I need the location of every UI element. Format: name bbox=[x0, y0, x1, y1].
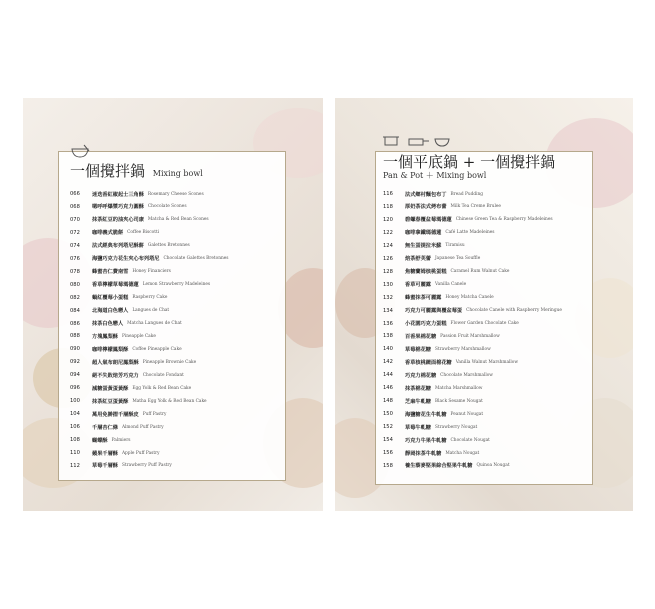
recipe-name-zh: 迷迭香紅椒起士三角酥 bbox=[92, 191, 144, 198]
contents-row bbox=[70, 343, 182, 355]
page-number: 148 bbox=[383, 398, 393, 405]
recipe-name-zh: 蜂蜜杏仁費南雪 bbox=[92, 269, 129, 276]
contents-row bbox=[70, 201, 187, 213]
contents-row bbox=[383, 305, 562, 317]
page-number: 142 bbox=[383, 359, 393, 366]
recipe-name-zh: 巧克力可麗露與覆盆莓蛋 bbox=[405, 308, 463, 315]
recipe-name-zh: 海鹽巧克力花生夾心布列塔尼 bbox=[92, 256, 160, 263]
page-number: 066 bbox=[70, 191, 80, 197]
page-number: 122 bbox=[383, 229, 393, 236]
page-number: 154 bbox=[383, 437, 393, 444]
recipe-name-zh: 蜂蜜抹茶可麗露 bbox=[405, 295, 442, 302]
recipe-name-zh: 巧克力牛果牛軋糖 bbox=[405, 437, 447, 444]
recipe-name-zh: 草莓牛軋糖 bbox=[405, 424, 431, 431]
recipe-name-zh: 萬用免擀摺千層酥皮 bbox=[92, 411, 139, 418]
section-title-zh: 一個平底鍋 + 一個攪拌鍋 bbox=[383, 153, 556, 171]
recipe-name-zh: 焙茶舒芙蕾 bbox=[405, 256, 431, 263]
page-number: 100 bbox=[70, 398, 80, 405]
contents-row bbox=[70, 408, 166, 420]
contents-row bbox=[383, 369, 493, 381]
contents-row bbox=[70, 253, 229, 265]
page-number: 112 bbox=[70, 462, 80, 469]
recipe-name-en: Pineapple Cake bbox=[121, 333, 156, 339]
recipe-name-zh: 法式鄉村麵包布丁 bbox=[405, 191, 447, 198]
recipe-name-en: Bread Pudding bbox=[450, 191, 484, 197]
page-number: 082 bbox=[70, 294, 80, 301]
recipe-name-en: Chocolate Nougat bbox=[450, 437, 490, 443]
recipe-name-zh: 巧克力棉花糖 bbox=[405, 372, 437, 379]
page-number: 090 bbox=[70, 346, 80, 353]
recipe-name-zh: 草莓千層酥 bbox=[92, 463, 118, 470]
page-number: 140 bbox=[383, 346, 393, 353]
recipe-name-en: Strawberry Puff Pastry bbox=[121, 463, 172, 469]
recipe-name-en: Puff Pastry bbox=[142, 411, 167, 417]
recipe-name-en: Coffee Pineapple Cake bbox=[132, 346, 182, 352]
page-number: 156 bbox=[383, 450, 393, 456]
contents-row bbox=[70, 188, 204, 200]
recipe-name-zh: 咖啡義式脆餅 bbox=[92, 230, 124, 237]
recipe-name-en: Lemon Strawberry Madeleines bbox=[142, 282, 211, 288]
contents-row bbox=[383, 395, 483, 407]
recipe-name-zh: 百香果棉花糖 bbox=[405, 333, 437, 340]
page-number: 134 bbox=[383, 307, 393, 314]
page-number: 072 bbox=[70, 229, 80, 236]
pan-pot-bowl-icon bbox=[383, 131, 453, 149]
page-number: 088 bbox=[70, 333, 80, 340]
contents-row bbox=[383, 330, 500, 342]
recipe-name-zh: 厚奶茶法式烤布蕾 bbox=[405, 204, 447, 211]
page-number: 106 bbox=[70, 424, 80, 431]
contents-row bbox=[70, 395, 207, 407]
recipe-name-en: Matcha Langues de Chat bbox=[127, 321, 182, 326]
page-number: 152 bbox=[383, 424, 393, 431]
contents-row bbox=[70, 382, 191, 394]
page-number: 092 bbox=[70, 359, 80, 366]
contents-row bbox=[383, 318, 519, 330]
page-number: 120 bbox=[383, 216, 393, 223]
contents-row bbox=[70, 421, 164, 433]
recipe-name-zh: 咖啡拿鐵瑪德蓮 bbox=[405, 230, 442, 237]
contents-row bbox=[70, 292, 167, 304]
recipe-name-zh: 抹茶紅豆的油夾心司康 bbox=[92, 217, 144, 224]
page-number: 078 bbox=[70, 268, 80, 275]
recipe-name-zh: 養生藜麥堅果綜合堅果牛軋糖 bbox=[405, 463, 473, 470]
recipe-name-zh: 蝸紅覆莓小蛋糕 bbox=[92, 295, 129, 302]
recipe-name-en: Pineapple Brownie Cake bbox=[142, 359, 197, 365]
recipe-name-en: Vanilla Walnut Marshmallow bbox=[455, 359, 519, 365]
recipe-name-en: Black Sesame Nougat bbox=[434, 398, 483, 404]
page-number: 126 bbox=[383, 255, 393, 262]
page-number: 146 bbox=[383, 385, 393, 392]
recipe-name-en: Japanese Tea Souffle bbox=[434, 256, 481, 262]
page-number: 094 bbox=[70, 372, 80, 379]
page-number: 132 bbox=[383, 294, 393, 301]
recipe-name-en: Matha Egg Yolk & Red Bean Cake bbox=[132, 398, 207, 404]
recipe-name-en: Quinoa Nougat bbox=[476, 463, 510, 469]
recipe-name-zh: 草莓棉花糖 bbox=[405, 346, 431, 353]
recipe-name-zh: 北海道白色戀人 bbox=[92, 308, 129, 315]
recipe-name-zh: 蝴蝶酥 bbox=[92, 437, 108, 444]
recipe-name-en: Peanut Nougat bbox=[450, 411, 484, 417]
contents-row bbox=[383, 382, 482, 394]
recipe-name-zh: 小花園巧克力蛋糕 bbox=[405, 321, 447, 327]
contents-row bbox=[383, 188, 483, 200]
recipe-name-en: Matcha Nougat bbox=[445, 450, 480, 456]
recipe-name-en: Honey Financiers bbox=[132, 269, 171, 275]
contents-row bbox=[383, 214, 553, 226]
recipe-name-zh: 方塊鳳梨酥 bbox=[92, 333, 118, 340]
page-number: 118 bbox=[383, 203, 393, 210]
contents-row bbox=[383, 434, 490, 446]
page-number: 124 bbox=[383, 242, 393, 249]
recipe-name-zh: 芝麻牛軋糖 bbox=[405, 398, 431, 405]
section-title bbox=[70, 160, 203, 181]
contents-row bbox=[383, 447, 479, 459]
contents-row bbox=[70, 356, 196, 368]
recipe-name-en: Café Latte Madeleines bbox=[445, 230, 495, 236]
recipe-name-zh: 蘋果千層酥 bbox=[92, 450, 118, 457]
recipe-name-en: Caramel Rum Walnut Cake bbox=[450, 269, 510, 275]
recipe-name-en: Raspberry Cake bbox=[132, 295, 168, 301]
section-title-zh: 一個攪拌鍋 bbox=[70, 162, 146, 180]
recipe-name-zh: 無生蛋提拉米蘇 bbox=[405, 243, 442, 250]
page-number: 096 bbox=[70, 385, 80, 392]
contents-row bbox=[383, 227, 495, 239]
contents-row bbox=[70, 266, 171, 278]
page-number: 074 bbox=[70, 242, 80, 249]
recipe-name-en: Strawberry Marshmallow bbox=[434, 346, 491, 352]
recipe-name-en: Palmiers bbox=[111, 437, 131, 443]
recipe-name-zh: 抹茶紅豆蛋黃酥 bbox=[92, 398, 129, 405]
recipe-name-en: Langues de Chat bbox=[132, 308, 170, 314]
contents-row bbox=[383, 421, 477, 433]
contents-row bbox=[383, 240, 465, 252]
page-number: 104 bbox=[70, 411, 80, 418]
recipe-name-en: Chocolate Scones bbox=[147, 204, 187, 210]
contents-row bbox=[70, 434, 130, 446]
contents-row bbox=[383, 253, 480, 265]
recipe-name-zh: 抹茶白色戀人 bbox=[92, 321, 124, 327]
page-number: 150 bbox=[383, 411, 393, 418]
contents-row bbox=[70, 369, 184, 381]
contents-row bbox=[383, 408, 483, 420]
recipe-name-zh: 香草核桃鏡面棉花糖 bbox=[405, 359, 452, 366]
recipe-name-zh: 咖啡檸檬鳳梨酥 bbox=[92, 346, 129, 353]
recipe-name-en: Apple Puff Pastry bbox=[121, 450, 160, 456]
section-title-en: Mixing bowl bbox=[152, 169, 203, 178]
page-number: 108 bbox=[70, 437, 80, 444]
page-number: 070 bbox=[70, 216, 80, 223]
recipe-name-en: Chocolate Marshmallow bbox=[440, 372, 493, 378]
page-number: 138 bbox=[383, 333, 393, 340]
recipe-name-zh: 絕不失敗焙芳巧克力 bbox=[92, 372, 139, 379]
page-number: 144 bbox=[383, 372, 393, 379]
page-number: 080 bbox=[70, 281, 80, 288]
recipe-name-zh: 嗯呼呼爆漿巧克力圓酥 bbox=[92, 204, 144, 211]
page-number: 110 bbox=[70, 450, 80, 456]
recipe-name-en: Passion Fruit Marshmallow bbox=[440, 333, 500, 339]
contents-row bbox=[70, 227, 159, 239]
recipe-name-zh: 法式經典布列塔尼酥餅 bbox=[92, 243, 144, 250]
contents-row bbox=[383, 292, 494, 304]
contents-row bbox=[383, 279, 466, 291]
contents-row bbox=[70, 305, 169, 317]
recipe-name-zh: 抹茶棉花糖 bbox=[405, 385, 431, 392]
contents-row bbox=[70, 279, 210, 291]
contents-row bbox=[70, 214, 209, 226]
page-number: 128 bbox=[383, 268, 393, 275]
recipe-name-en: Egg Yolk & Red Bean Cake bbox=[132, 385, 192, 391]
recipe-name-zh: 千層杏仁條 bbox=[92, 424, 118, 431]
recipe-name-en: Matcha & Red Bean Scones bbox=[147, 217, 209, 223]
recipe-name-en: Matcha Marshmallow bbox=[434, 385, 483, 391]
contents-row bbox=[70, 318, 182, 330]
recipe-name-en: Honey Matcha Canele bbox=[445, 295, 494, 301]
recipe-name-en: Galettes Bretonnes bbox=[147, 243, 190, 249]
recipe-name-zh: 香草可麗露 bbox=[405, 282, 431, 289]
recipe-name-zh: 減糖蛋黃蛋黃酥 bbox=[92, 385, 129, 392]
page-number: 136 bbox=[383, 320, 393, 327]
contents-row bbox=[70, 240, 190, 252]
recipe-name-zh: 焦糖蘭姆核桃蛋糕 bbox=[405, 269, 447, 276]
recipe-name-zh: 碧螺春覆盆莓瑪德蓮 bbox=[405, 217, 452, 224]
recipe-name-en: Chocolate Galettes Bretonnes bbox=[163, 256, 229, 262]
recipe-name-en: Rosemary Cheese Scones bbox=[147, 191, 204, 197]
page-number: 086 bbox=[70, 320, 80, 327]
recipe-name-en: Milk Tea Creme Brulee bbox=[450, 204, 501, 210]
page-number: 076 bbox=[70, 255, 80, 262]
contents-row bbox=[383, 343, 491, 355]
recipe-name-zh: 香草檸檬草莓瑪德蓮 bbox=[92, 282, 139, 289]
contents-row bbox=[70, 460, 172, 472]
section-title-en: Pan & Pot ＋ Mixing bowl bbox=[383, 171, 487, 180]
recipe-name-en: Chinese Green Tea & Raspberry Madeleines bbox=[455, 217, 553, 223]
contents-row bbox=[70, 447, 160, 459]
mixing-bowl-icon bbox=[70, 143, 92, 159]
contents-row bbox=[383, 266, 509, 278]
recipe-name-en: Coffee Biscotti bbox=[127, 230, 160, 236]
page-number: 158 bbox=[383, 462, 393, 469]
contents-row bbox=[383, 201, 501, 213]
page-number: 116 bbox=[383, 191, 393, 197]
recipe-name-en: Flower Garden Chocolate Cake bbox=[450, 321, 519, 326]
page-number: 130 bbox=[383, 281, 393, 288]
contents-row bbox=[383, 460, 510, 472]
contents-row bbox=[70, 330, 156, 342]
recipe-name-en: Vanilla Canele bbox=[434, 282, 467, 288]
page-number: 068 bbox=[70, 203, 80, 210]
recipe-name-zh: 靜岡抹茶牛軋糖 bbox=[405, 450, 442, 457]
recipe-name-en: Chocolate Fondant bbox=[142, 372, 184, 378]
contents-row bbox=[383, 356, 518, 368]
recipe-name-en: Tiramisu bbox=[445, 243, 465, 249]
recipe-name-zh: 海鹽糖花生牛軋糖 bbox=[405, 411, 447, 418]
page-number: 084 bbox=[70, 307, 80, 314]
recipe-name-en: Chocolate Canele with Raspberry Meringue bbox=[466, 308, 562, 314]
recipe-name-en: Almond Puff Pastry bbox=[121, 424, 164, 430]
recipe-name-en: Strawberry Nougat bbox=[434, 424, 478, 430]
recipe-name-zh: 超人氣布朗尼鳳梨酥 bbox=[92, 359, 139, 366]
